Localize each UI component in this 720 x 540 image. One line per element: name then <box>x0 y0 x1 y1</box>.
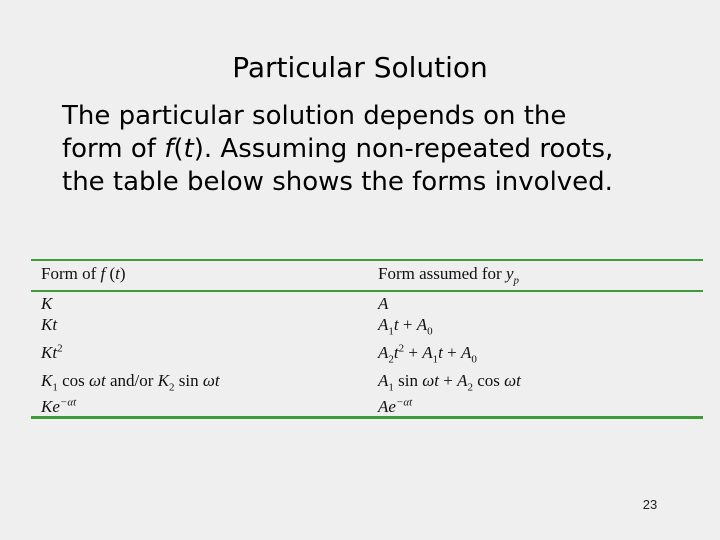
table-header-assumed: Form assumed for $y_p$ <box>378 264 520 287</box>
table-row-4-form: $K_1$ cos ωt and/or $K_2$ sin ωt <box>41 371 220 394</box>
page-number: 23 <box>642 497 658 512</box>
table-bottom-rule <box>31 416 703 419</box>
table-row-2-assumed: $A_1t + A_0$ <box>378 315 433 338</box>
table-top-rule <box>31 259 703 261</box>
table-header-form: Form of f (t) <box>41 264 126 283</box>
body-line-2-prefix: form of <box>62 134 165 164</box>
body-line-2-variable: t <box>183 134 194 164</box>
slide-title: Particular Solution <box>232 51 488 84</box>
table-row-1-assumed: A <box>378 294 389 313</box>
table-row-5-assumed: $Ae^{-\alpha t}$ <box>378 396 413 416</box>
table-row-3-assumed: $A_2t^2 + A_1t + A_0$ <box>378 342 477 366</box>
table-row-4-assumed: $A_1$ $\sin \omega t + A_2$ cos ωt <box>378 371 521 394</box>
table-row-1-form: K <box>41 294 53 313</box>
body-line-2 <box>62 133 702 166</box>
body-line-1: The particular solution depends on the <box>62 101 567 131</box>
table-row-3-form: Kt$^2$ <box>41 342 63 362</box>
body-line-3: the table below shows the forms involved. <box>62 167 613 197</box>
forms-table <box>31 259 703 421</box>
table-row-2-form: Kt <box>41 315 58 334</box>
table-row-5-form: $Ke^{-\alpha t}$ <box>41 396 77 416</box>
table-header-rule <box>31 290 703 292</box>
slide-body-text <box>62 100 702 199</box>
body-line-2-paren: ( <box>173 134 184 164</box>
body-line-2-function: f <box>164 134 174 164</box>
body-line-2-suffix: ). Assuming non-repeated roots, <box>193 134 614 164</box>
